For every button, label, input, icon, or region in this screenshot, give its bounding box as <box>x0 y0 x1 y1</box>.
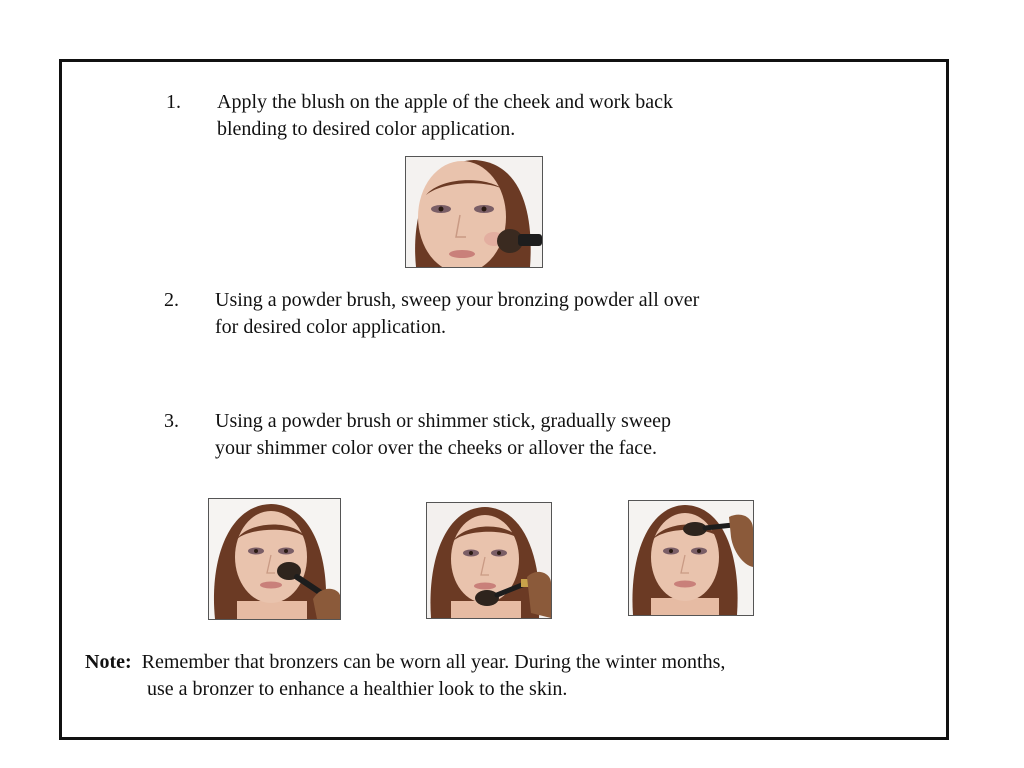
step-3-line-2: your shimmer color over the cheeks or allover the face. <box>215 437 658 459</box>
note-text <box>85 649 725 703</box>
step-1-number: 1. <box>166 91 181 113</box>
step-2-text <box>215 287 699 341</box>
step-3-number: 3. <box>164 410 179 432</box>
step-3-line-1: Using a powder brush or shimmer stick, gradually sweep <box>215 410 672 432</box>
step-3-text <box>215 408 671 462</box>
shimmer-forehead-photo <box>628 500 754 616</box>
note-label: Note: <box>85 651 132 673</box>
step-2-line-2: for desired color application. <box>215 316 447 338</box>
blush-application-photo <box>405 156 543 268</box>
note-line-2: use a bronzer to enhance a healthier look to the skin. <box>147 678 568 700</box>
step-2 <box>164 287 804 347</box>
step-2-line-1: Using a powder brush, sweep your bronzing powder all over <box>215 289 700 311</box>
step-1-line-2: blending to desired color application. <box>217 118 516 140</box>
bronzer-cheek-photo <box>208 498 341 620</box>
step-2-number: 2. <box>164 289 179 311</box>
step-3 <box>164 408 784 468</box>
step-1-line-1: Apply the blush on the apple of the cheek and work back <box>217 91 673 113</box>
step-1 <box>166 89 786 149</box>
bronzer-jawline-photo <box>426 502 552 619</box>
note-line-1: Remember that bronzers can be worn all year. During the winter months, <box>141 651 726 673</box>
step-1-text <box>217 89 673 143</box>
